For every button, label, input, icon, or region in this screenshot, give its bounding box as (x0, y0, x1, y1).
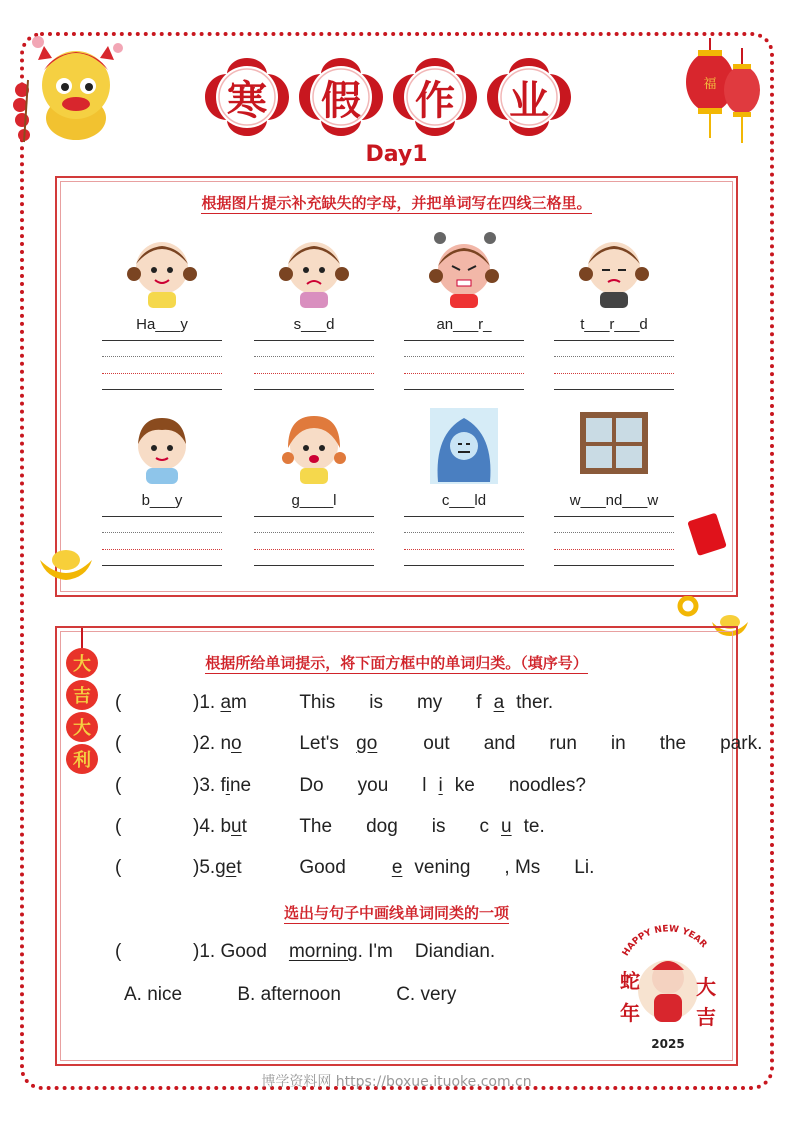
banner-char: 利 (66, 744, 98, 774)
lion-dance-icon (8, 30, 128, 145)
spelling-item (102, 228, 222, 390)
writing-line (554, 549, 674, 550)
word-part: ke (454, 775, 475, 796)
writing-line (404, 356, 524, 357)
sentence (299, 775, 620, 796)
writing-line (254, 389, 374, 390)
keyword-pre: 5.g (199, 857, 226, 878)
new-year-badge (606, 924, 730, 1056)
writing-line (254, 549, 374, 550)
sentence-word (380, 857, 483, 878)
badge-right-char-1: 大 (696, 975, 716, 999)
choice-question: ( )1. Good morning. I'm Diandian. (115, 941, 496, 962)
writing-line (102, 373, 222, 374)
page-title (203, 56, 593, 138)
sentence-word (417, 692, 454, 713)
writing-line (102, 356, 222, 357)
classify-question (115, 692, 587, 714)
sentence-word (366, 816, 410, 837)
cold-child-icon (424, 404, 504, 486)
writing-line (554, 565, 674, 566)
writing-line (254, 356, 374, 357)
classify-question (115, 733, 793, 755)
paren-open: ( (115, 816, 122, 837)
underlined-letter: e (391, 857, 403, 878)
option-a[interactable]: A. nice (124, 984, 183, 1005)
banner-char: 吉 (66, 680, 98, 710)
underlined-letter: go (356, 733, 378, 754)
word-part: the (659, 733, 687, 754)
sentence-word (423, 733, 461, 754)
writing-line (404, 532, 524, 533)
word-part: my (416, 692, 443, 713)
paren-close: ) (193, 692, 200, 713)
writing-line (404, 549, 524, 550)
banner-char: 大 (66, 712, 98, 742)
writing-line (254, 373, 374, 374)
keyword-pre: 1. (199, 692, 221, 713)
section2-sub-instruction: 选出与句子中画线单词同类的一项 (283, 904, 509, 922)
spelling-item (254, 404, 374, 566)
spelling-item (404, 228, 524, 390)
writing-lines[interactable] (554, 340, 674, 390)
spelling-word: b___y (141, 492, 183, 509)
choice-options (124, 984, 506, 1006)
writing-line (254, 532, 374, 533)
writing-line (554, 532, 674, 533)
sad-girl-icon (274, 228, 354, 310)
word-part: dog (366, 816, 398, 837)
writing-line (102, 532, 222, 533)
sentence-word (299, 775, 335, 796)
spelling-word: s___d (293, 316, 335, 333)
classify-question (115, 816, 579, 838)
badge-left-char-2: 年 (620, 1001, 640, 1025)
spelling-item (404, 404, 524, 566)
paren-close: ) (193, 857, 200, 878)
spelling-word: Ha___y (136, 316, 188, 333)
angry-girl-icon (424, 228, 504, 310)
writing-line (554, 356, 674, 357)
sentence-word (574, 857, 606, 878)
word-part: ther. (516, 692, 554, 713)
keyword (199, 857, 299, 879)
keyword-pre: 4. b (199, 816, 232, 837)
sentence-word (299, 816, 344, 837)
sentence-word (432, 816, 458, 837)
writing-line (102, 389, 222, 390)
word-part: run (549, 733, 577, 754)
word-part: is (431, 816, 446, 837)
writing-line (404, 373, 524, 374)
badge-right-char-2: 吉 (696, 1005, 716, 1029)
classify-question (115, 775, 620, 797)
writing-lines[interactable] (102, 516, 222, 566)
writing-line (102, 340, 222, 341)
sentence (299, 692, 587, 713)
title-char: 业 (485, 56, 573, 138)
sentence-word (549, 733, 588, 754)
sentence-word (476, 692, 565, 713)
spelling-item (254, 228, 374, 390)
word-part: and (483, 733, 516, 754)
answer-paren (115, 816, 193, 838)
writing-line (254, 516, 374, 517)
writing-line (404, 516, 524, 517)
keyword-underlined-letter: i (225, 775, 230, 796)
writing-lines[interactable] (254, 340, 374, 390)
keyword-pre: 3. f (199, 775, 226, 796)
sentence (299, 816, 578, 837)
answer-paren (115, 857, 193, 879)
keyword-pre: 2. n (199, 733, 232, 754)
lantern-icon (684, 38, 764, 153)
writing-lines[interactable] (554, 516, 674, 566)
happy-girl-icon (122, 228, 202, 310)
title-char: 假 (297, 56, 385, 138)
keyword (199, 692, 299, 714)
spelling-word: an___r_ (436, 316, 492, 333)
paren-open: ( (115, 857, 122, 878)
spelling-item (554, 404, 674, 566)
writing-lines[interactable] (254, 516, 374, 566)
spelling-word: c___ld (441, 492, 487, 509)
word-part: l (422, 775, 427, 796)
sentence-word (660, 733, 698, 754)
sentence-word (422, 775, 487, 796)
word-part: park. (720, 733, 763, 754)
option-b[interactable]: B. afternoon (237, 984, 341, 1005)
keyword-post: t (241, 816, 247, 837)
section1-instruction: 根据图片提示补充缺失的字母，并把单词写在四线三格里。 (201, 194, 592, 212)
banner-char: 大 (66, 648, 98, 678)
paren-close: ) (193, 775, 200, 796)
writing-line (554, 389, 674, 390)
tired-girl-icon (574, 228, 654, 310)
red-envelope-icon (688, 512, 728, 556)
word-part: Do (299, 775, 324, 796)
option-c[interactable]: C. very (396, 984, 457, 1005)
writing-line (102, 565, 222, 566)
word-part: vening (414, 857, 471, 878)
underlined-letter: i (438, 775, 443, 796)
word-part: , Ms (504, 857, 541, 878)
sentence-word (504, 857, 552, 878)
title-char: 作 (391, 56, 479, 138)
sentence-word (299, 857, 357, 878)
word-part: noodles? (508, 775, 586, 796)
writing-line (404, 340, 524, 341)
answer-paren (115, 692, 193, 714)
badge-arc-text: HAPPY NEW YEAR (620, 924, 709, 959)
spelling-item (554, 228, 674, 390)
writing-lines[interactable] (404, 516, 524, 566)
writing-line (254, 340, 374, 341)
keyword-underlined-letter: e (225, 857, 237, 878)
sentence-word (358, 775, 401, 796)
keyword (199, 816, 299, 838)
sentence-word (611, 733, 638, 754)
footer-watermark: 博学资料网 https://boxue.ituoke.com.cn (261, 1074, 532, 1090)
sentence (299, 733, 793, 754)
word-part: in (610, 733, 626, 754)
good-luck-banner (62, 628, 102, 778)
paren-open: ( (115, 775, 122, 796)
writing-line (102, 516, 222, 517)
word-part: you (357, 775, 389, 796)
writing-lines[interactable] (404, 340, 524, 390)
sentence-word (369, 692, 395, 713)
sentence-word (299, 692, 347, 713)
section2-instruction: 根据所给单词提示，将下面方框中的单词归类。（填序号） (205, 654, 588, 672)
svg-text:HAPPY NEW YEAR (621, 924, 709, 958)
paren-close: ) (193, 816, 200, 837)
title-char: 寒 (203, 56, 291, 138)
day-label: Day1 (365, 142, 428, 167)
keyword (199, 775, 299, 797)
sentence-word (299, 733, 401, 754)
gold-ingot-icon (38, 546, 94, 582)
paren-close: ) (193, 733, 200, 754)
answer-paren (115, 733, 193, 755)
svg-text:福: 福 (703, 77, 717, 92)
writing-line (404, 389, 524, 390)
word-part: The (299, 816, 333, 837)
spelling-word: w___nd___w (569, 492, 659, 509)
writing-line (254, 565, 374, 566)
word-part: Li. (574, 857, 595, 878)
keyword-underlined-letter: o (231, 733, 242, 754)
word-part: This (299, 692, 336, 713)
classify-question (115, 857, 628, 879)
answer-paren (115, 775, 193, 797)
keyword-post: ne (229, 775, 252, 796)
word-part: f (476, 692, 482, 713)
keyword-underlined-letter: a (220, 692, 232, 713)
badge-left-char-1: 蛇 (620, 969, 640, 993)
sentence-word (509, 775, 598, 796)
word-part: c (479, 816, 490, 837)
girl-icon (274, 404, 354, 486)
window-icon (574, 404, 654, 486)
sentence-word (480, 816, 557, 837)
word-part: Good (299, 857, 346, 878)
sentence-word (484, 733, 528, 754)
keyword-underlined-letter: u (231, 816, 242, 837)
writing-line (554, 516, 674, 517)
writing-line (102, 549, 222, 550)
word-part: is (369, 692, 383, 713)
sentence (299, 857, 628, 878)
spelling-item (102, 404, 222, 566)
underlined-letter: u (501, 816, 512, 837)
badge-year: 2025 (651, 1037, 685, 1051)
keyword-post: t (236, 857, 242, 878)
word-part: out (423, 733, 450, 754)
spelling-word: g____l (291, 492, 337, 509)
word-part: te. (523, 816, 545, 837)
keyword (199, 733, 299, 755)
writing-line (554, 340, 674, 341)
spelling-word: t___r___d (580, 316, 648, 333)
underlined-letter: a (493, 692, 505, 713)
paren-open: ( (115, 692, 122, 713)
writing-line (404, 565, 524, 566)
boy-icon (122, 404, 202, 486)
keyword-post: m (231, 692, 247, 713)
sentence-word (720, 733, 774, 754)
writing-lines[interactable] (102, 340, 222, 390)
word-part: Let's (299, 733, 345, 754)
paren-open: ( (115, 733, 122, 754)
writing-line (554, 373, 674, 374)
